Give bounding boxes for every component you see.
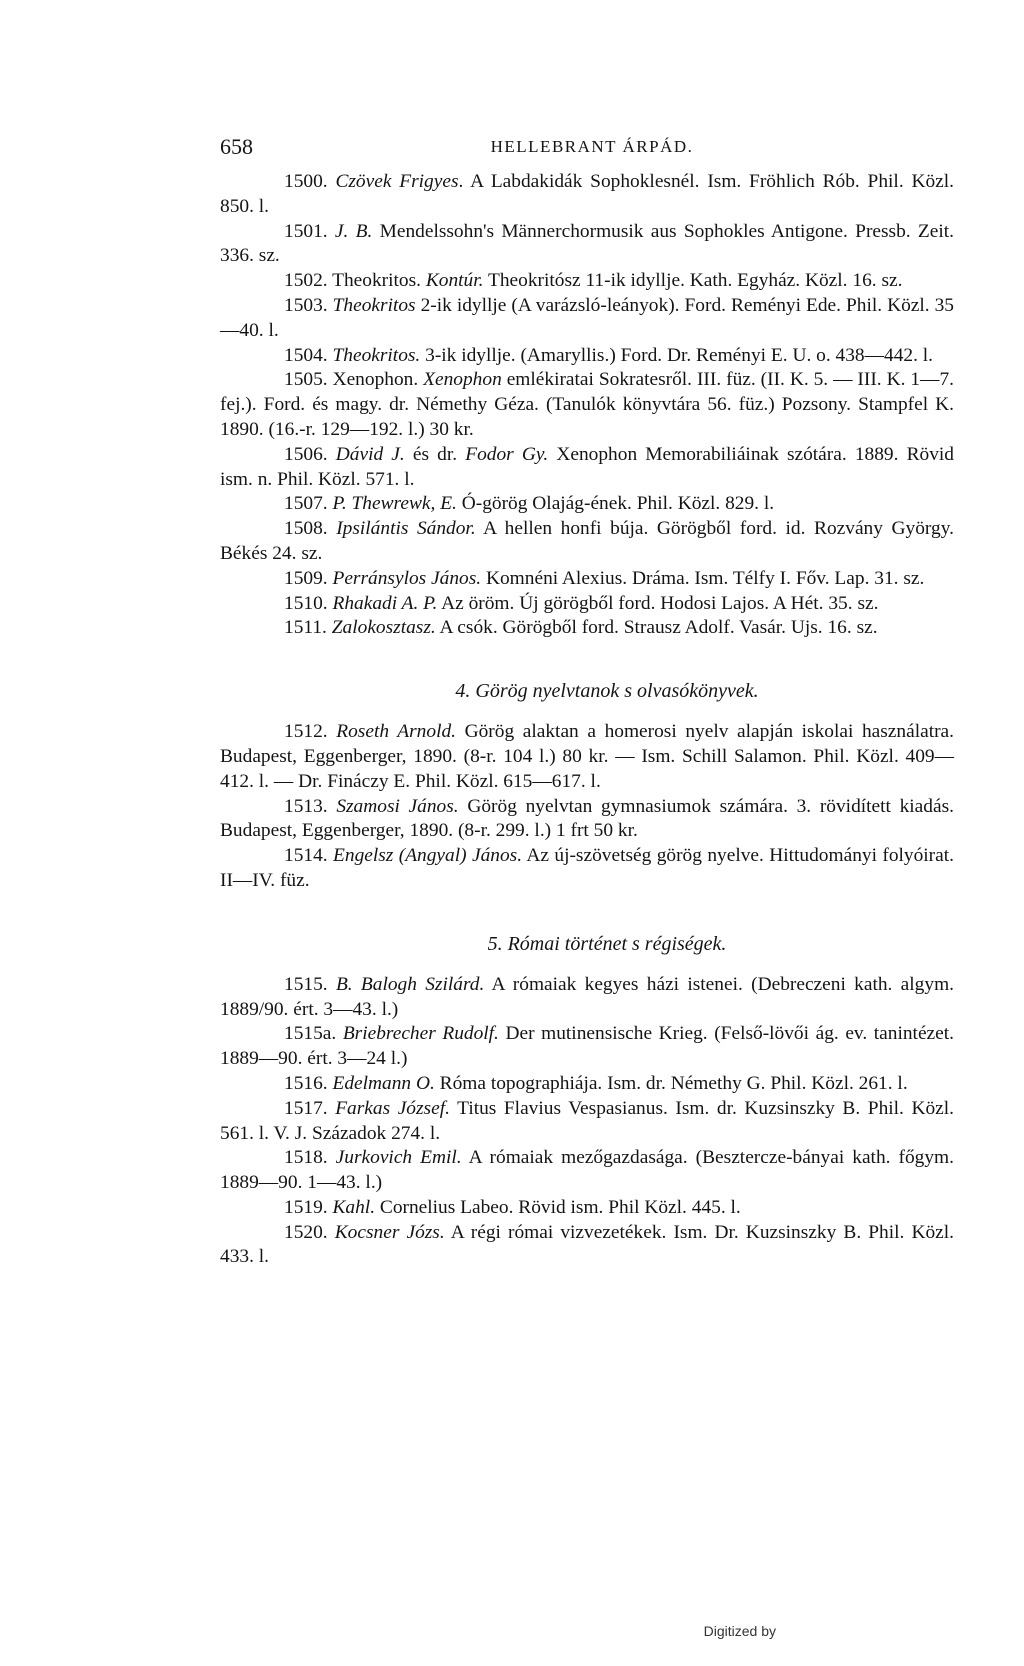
entry-author: Rhakadi A. P. xyxy=(332,592,438,614)
entry-author: Czövek Frigyes xyxy=(335,171,459,192)
entry-text: Görög nyelvtan gymnasiumok számára. 3. rövidített kiadás. Budapest, Eggenberger, 1890. (8-r. 299. l.) 1 frt 50 kr. xyxy=(220,795,954,842)
entry-text: A régi római vizvezetékek. Ism. Dr. Kuzsinszky B. Phil. Közl. 433. l. xyxy=(220,1221,954,1268)
entry-text: 1510. xyxy=(284,592,333,614)
entry-author: Perránsylos János. xyxy=(332,567,482,589)
entry-text: 1520. xyxy=(284,1221,335,1243)
bibliography-entry xyxy=(220,443,954,493)
entry-text: Az új-szövetség görög nyelve. Hittudományi folyóirat. II—IV. füz. xyxy=(220,845,954,891)
entry-author: Dávid J. xyxy=(335,443,405,465)
entry-text: Titus Flavius Vespasianus. Ism. dr. Kuzsinszky B. Phil. Közl. 561. l. V. J. Századok 274. l. xyxy=(220,1097,954,1144)
entry-author: P. Thewrewk, E. xyxy=(332,493,457,515)
bibliography-entry xyxy=(220,368,954,442)
entry-text: 3-ik idyllje. (Amaryllis.) Ford. Dr. Reményi E. U. o. 438—442. l. xyxy=(420,344,934,366)
entry-author: Edelmann O. xyxy=(332,1072,435,1094)
entry-text: 1508. xyxy=(284,518,337,540)
entry-text: 1514. xyxy=(284,845,334,867)
entry-text: Komnéni Alexius. Dráma. Ism. Télfy I. Főv. Lap. 31. sz. xyxy=(481,567,925,589)
entry-author: Kahl. xyxy=(332,1196,376,1218)
entry-text: 1501. xyxy=(284,220,335,242)
bibliography-entry xyxy=(220,170,954,220)
bibliography-entry xyxy=(220,517,954,567)
bibliography-entry xyxy=(220,1022,954,1072)
entry-text: emlékiratai Sokratesről. III. füz. (II. K. 5. — III. K. 1—7. fej.). Ford. és magy. dr. Némethy Géza. (Tanulók könyvtára 56. füz.) Pozsony. Stampfel K. 1890. (16.-r. 129—192. l.) 30 kr. xyxy=(220,369,954,440)
bibliography-entry xyxy=(220,492,954,517)
entry-text: 1519. xyxy=(284,1196,333,1218)
entry-text: 1502. Theokritos. xyxy=(284,270,426,292)
page-header xyxy=(220,134,964,164)
entry-text: 1518. xyxy=(284,1147,336,1169)
entry-text: A hellen honfi búja. Görögből ford. id. Rozvány György. Békés 24. sz. xyxy=(220,518,954,564)
entry-text: 1515a. xyxy=(284,1023,343,1045)
digitized-by-label: Digitized by xyxy=(703,1623,776,1639)
entry-text: A rómaiak kegyes házi istenei. (Debreczeni kath. algym. 1889/90. ért. 3—43. l.) xyxy=(220,973,954,1020)
bibliography-entry xyxy=(220,220,954,270)
entry-author: Jurkovich Emil. xyxy=(335,1147,462,1169)
entry-text: 1512. xyxy=(284,721,337,743)
entry-text: Görög alaktan a homerosi nyelv alapján iskolai használatra. Budapest, Eggenberger, 1890. (8-r. 104 l.) 80 kr. — Ism. Schill Salamon. Phil. Közl. 409—412. l. — Dr. Fináczy E. Phil. Közl. 615—617. l. xyxy=(220,721,955,792)
entry-text: Theokritósz 11-ik idyllje. Kath. Egyház. Közl. 16. sz. xyxy=(483,270,903,292)
entry-author: Ipsilántis Sándor. xyxy=(336,518,476,540)
entry-text: 1513. xyxy=(284,795,337,817)
entry-text: 1505. Xenophon. xyxy=(284,369,424,391)
entry-text: és dr. xyxy=(404,443,466,465)
entry-text: Mendelssohn's Männerchormusik aus Sophokles Antigone. Pressb. Zeit. 336. sz. xyxy=(220,220,954,267)
bibliography-entry xyxy=(220,567,954,592)
page-number: 658 xyxy=(220,134,253,159)
entry-text: 2-ik idyllje (A varázsló-leányok). Ford. Reményi Ede. Phil. Közl. 35—40. l. xyxy=(220,294,955,341)
bibliography-entry xyxy=(220,294,954,344)
entry-author: Briebrecher Rudolf. xyxy=(342,1023,499,1045)
bibliography-entry xyxy=(220,1221,954,1271)
entry-text: A rómaiak mezőgazdasága. (Besztercze-bányai kath. főgym. 1889—90. 1—43. l.) xyxy=(220,1147,954,1194)
entry-author: Theokritos. xyxy=(332,344,421,366)
entry-text: Ó-görög Olajág-ének. Phil. Közl. 829. l. xyxy=(456,493,775,515)
bibliography-entry xyxy=(220,1146,954,1196)
entry-author: Kocsner Józs. xyxy=(334,1221,445,1243)
entry-text: 1504. xyxy=(284,344,333,366)
bibliography-entry xyxy=(220,720,954,794)
entry-text: 1515. xyxy=(284,973,336,995)
bibliography-entry xyxy=(220,973,954,1023)
entry-author: Kontúr. xyxy=(425,270,484,292)
entry-author: J. B. xyxy=(334,220,373,242)
bibliography-entry xyxy=(220,1196,954,1221)
entry-text: . A Labdakidák Sophoklesnél. Ism. Fröhlich Rób. Phil. Közl. 850. l. xyxy=(220,171,955,217)
entry-text: Az öröm. Új görögből ford. Hodosi Lajos. A Hét. 35. sz. xyxy=(437,592,879,614)
entry-text: A csók. Görögből ford. Strausz Adolf. Vasár. Ujs. 16. sz. xyxy=(435,617,878,639)
entry-author: Engelsz (Angyal) János. xyxy=(333,845,523,867)
bibliography-entry xyxy=(220,795,954,845)
entry-author: Fodor Gy. xyxy=(465,443,549,465)
entry-author: Roseth Arnold. xyxy=(336,721,456,743)
bibliography-body xyxy=(220,170,954,1270)
running-title: HELLEBRANT ÁRPÁD. xyxy=(490,137,694,156)
entry-text: 1500. xyxy=(284,171,336,192)
entry-author: B. Balogh Szilárd. xyxy=(335,973,485,995)
bibliography-entry xyxy=(220,1072,954,1097)
entry-text: 1507. xyxy=(284,493,333,515)
entry-author: Farkas József. xyxy=(335,1097,450,1119)
entry-text: Cornelius Labeo. Rövid ism. Phil Közl. 445. l. xyxy=(375,1196,741,1218)
bibliography-entry xyxy=(220,1097,954,1147)
entry-text: Der mutinensische Krieg. (Felső-lövői ág. ev. tanintézet. 1889—90. ért. 3—24 l.) xyxy=(220,1023,954,1070)
entry-text: 1503. xyxy=(284,294,333,316)
entry-text: 1509. xyxy=(284,567,333,589)
bibliography-entry xyxy=(220,344,954,369)
entry-author: Xenophon xyxy=(423,369,502,391)
entry-text: 1511. xyxy=(284,617,332,639)
entry-text: Róma topographiája. Ism. dr. Némethy G. Phil. Közl. 261. l. xyxy=(434,1072,908,1094)
bibliography-entry xyxy=(220,269,954,294)
bibliography-entry xyxy=(220,592,954,617)
bibliography-entry xyxy=(220,616,954,641)
section-heading: 4. Görög nyelvtanok s olvasókönyvek. xyxy=(455,680,759,703)
entry-text: 1516. xyxy=(284,1072,333,1094)
section-heading: 5. Római történet s régiségek. xyxy=(487,932,727,955)
entry-text: 1506. xyxy=(284,443,336,465)
bibliography-entry xyxy=(220,844,954,894)
entry-author: Theokritos xyxy=(332,294,416,316)
entry-author: Zalokosztasz. xyxy=(331,617,436,639)
entry-author: Szamosi János. xyxy=(336,795,459,817)
entry-text: Xenophon Memorabiliáinak szótára. 1889. Rövid ism. n. Phil. Közl. 571. l. xyxy=(220,443,954,490)
entry-text: 1517. xyxy=(284,1097,336,1119)
